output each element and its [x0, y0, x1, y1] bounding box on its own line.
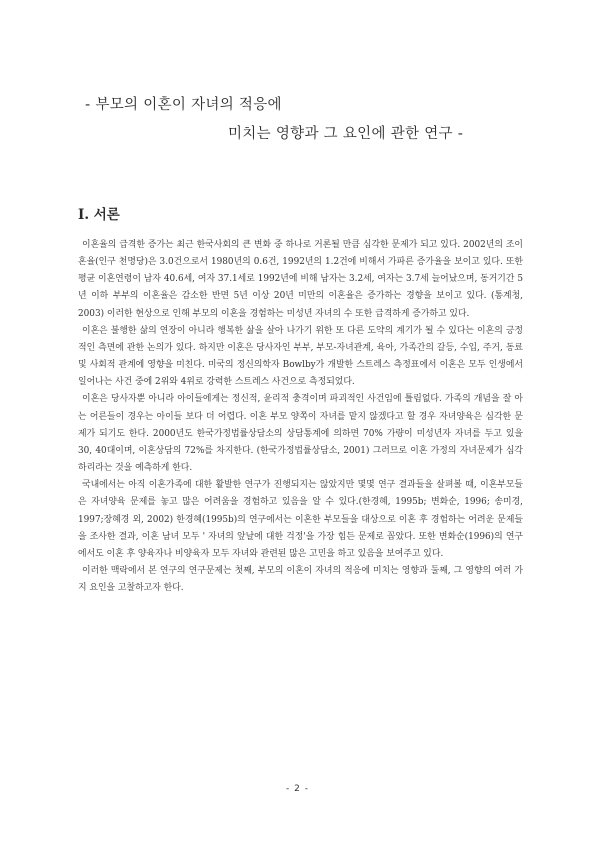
paragraph: 이혼은 당사자뿐 아니라 아이들에게는 정신적, 윤리적 충격이며 파괴적인 사건임에 틀림없다. 가족의 개념을 잘 아는 어른들이 경우는 아이들 보다 더 어렵다. 이혼 부모 양쪽이 자녀를 맡지 않겠다고 할 경우 자녀양육은 심각한 문제가 되기도 한다. 2000년도 한국가정법률상담소의 상담통계에 의하면 70% 가량이 미성년자 자녀를 두고 있을 30, 40대이며, 이혼상담의 72%를 차지한다. (한국가정법률상담소, 2001) 그러므로 이혼 가정의 자녀문제가 심각하리라는 것을 예측하게 한다.: [78, 394, 523, 474]
page-number: - 2 -: [286, 784, 309, 794]
section-heading: I. 서론: [78, 207, 120, 223]
paragraph: 이혼은 불행한 삶의 연장이 아니라 행복한 삶을 살아 나가기 위한 또 다른 도약의 계기가 될 수 있다는 이혼의 긍정적인 측면에 관한 논의가 있다. 하지만 이혼은 당사자인 부부, 부모-자녀관계, 육아, 가족간의 갈등, 수입, 주거, 동료 및 사회적 관계에 영향을 미친다. 미국의 정신의학자 Bowlby가 개발한 스트레스 측정표에서 이혼은 모두 인생에서 일어나는 사건 중에 2위와 4위로 강력한 스트레스 사건으로 측정되었다.: [78, 325, 523, 388]
title-line-2: 미치는 영향과 그 요인에 관한 연구 -: [228, 126, 464, 142]
paragraph: 국내에서는 아직 이혼가족에 대한 활발한 연구가 진행되지는 않았지만 몇몇 연구 결과들을 살펴볼 때, 이혼부모들은 자녀양육 문제를 놓고 많은 어려움을 경험하고 있음을 알 수 있다.(한경혜, 1995b; 변화순, 1996; 송미경, 1997;장혜경 외, 2002) 한경혜(1995b)의 연구에서는 이혼한 부모들을 대상으로 이혼 후 경험하는 어려운 문제들을 조사한 결과, 이혼 남녀 모두 ' 자녀의 앞날에 대한 걱정'을 가장 힘든 문제로 꼽았다. 또한 변화순(1996)의 연구에서도 이혼 후 양육자나 비양육자 모두 자녀와 관련된 많은 고민을 하고 있음을 보여주고 있다.: [78, 480, 523, 559]
body-text: [78, 237, 523, 597]
title-line-1: - 부모의 이혼이 자녀의 적응에: [85, 97, 282, 113]
paragraph: 이러한 맥락에서 본 연구의 연구문제는 첫째, 부모의 이혼이 자녀의 적응에 미치는 영향과 둘째, 그 영향의 여러 가지 요인을 고찰하고자 한다.: [78, 565, 523, 594]
paragraph: 이혼율의 급격한 증가는 최근 한국사회의 큰 변화 중 하나로 거론될 만큼 심각한 문제가 되고 있다. 2002년의 조이혼율(인구 천명당)은 3.0건으로서 1980년의 0.6건, 1992년의 1.2건에 비해서 가파른 증가율을 보이고 있다. 또한 평균 이혼연령이 남자 40.6세, 여자 37.1세로 1992년에 비해 남자는 3.2세, 여자는 3.7세 늘어났으며, 동거기간 5년 이하 부부의 이혼율은 감소한 반면 5년 이상 20년 미만의 이혼율은 증가하는 경향을 보이고 있다. (통계청, 2003) 이러한 현상으로 인해 부모의 이혼을 경험하는 미성년 자녀의 수 또한 급격하게 증가하고 있다.: [78, 240, 523, 319]
